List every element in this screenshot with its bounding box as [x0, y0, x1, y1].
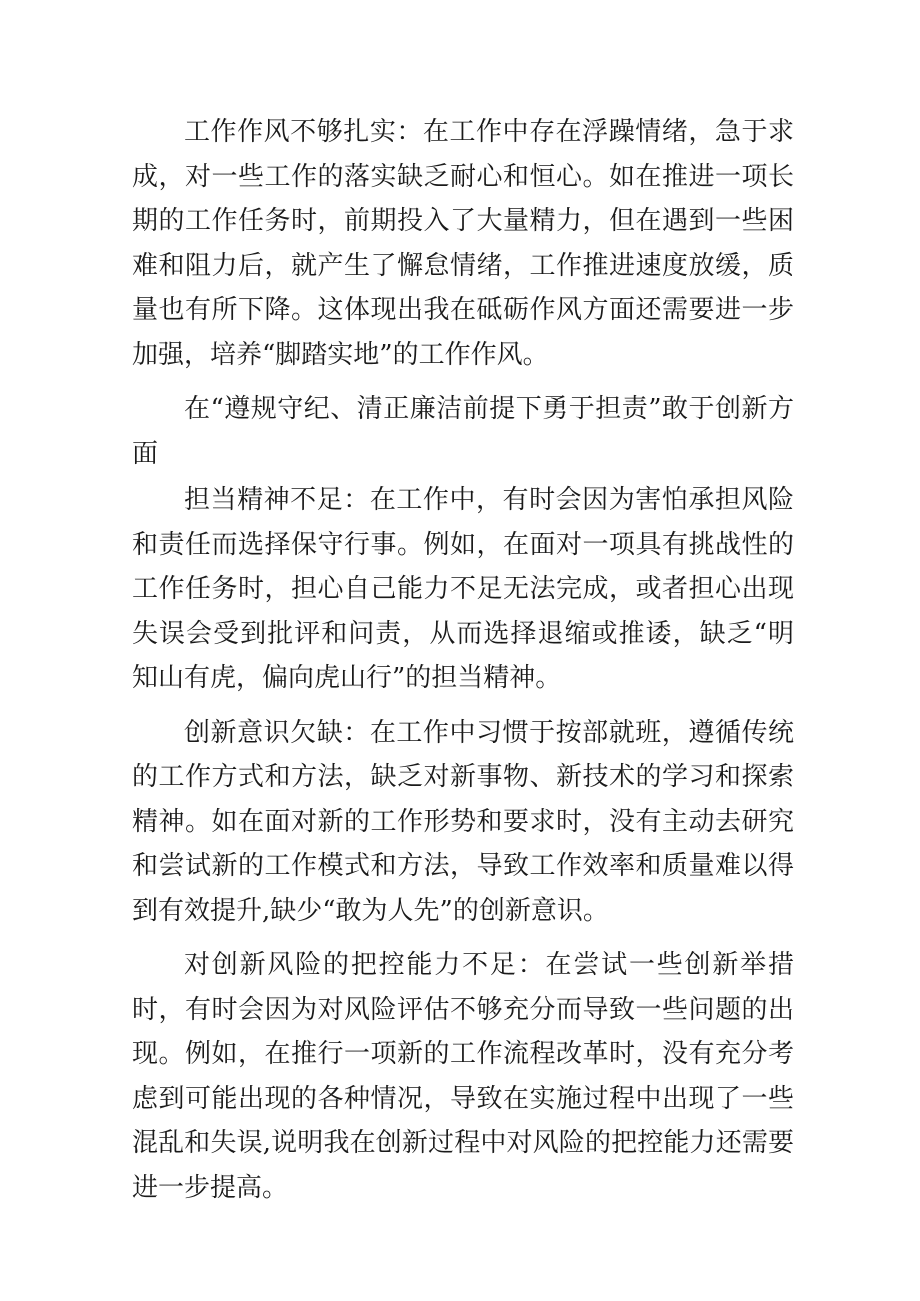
section-heading-innovation: 在“遵规守纪、清正廉洁前提下勇于担责”敢于创新方面 [132, 394, 794, 469]
document-body [132, 110, 794, 1220]
paragraph-risk-control: 对创新风险的把控能力不足：在尝试一些创新举措时，有时会因为对风险评估不够充分而导致一些问题的出现。例如，在推行一项新的工作流程改革时，没有充分考虑到可能出现的各种情况，导致在实施过程中出现了一些混乱和失误,说明我在创新过程中对风险的把控能力还需要进一步提高。 [132, 950, 794, 1203]
paragraph-innovation-awareness: 创新意识欠缺：在工作中习惯于按部就班，遵循传统的工作方式和方法，缺乏对新事物、新技术的学习和探索精神。如在面对新的工作形势和要求时，没有主动去研究和尝试新的工作模式和方法，导致工作效率和质量难以得到有效提升,缺少“敢为人先”的创新意识。 [132, 717, 794, 926]
paragraph-responsibility: 担当精神不足：在工作中，有时会因为害怕承担风险和责任而选择保守行事。例如，在面对一项具有挑战性的工作任务时，担心自己能力不足无法完成，或者担心出现失误会受到批评和问责，从而选择退缩或推诿，缺乏“明知山有虎，偏向虎山行”的担当精神。 [132, 485, 794, 693]
paragraph-work-style: 工作作风不够扎实：在工作中存在浮躁情绪，急于求成，对一些工作的落实缺乏耐心和恒心。如在推进一项长期的工作任务时，前期投入了大量精力，但在遇到一些困难和阻力后，就产生了懈怠情绪，工作推进速度放缓，质量也有所下降。这体现出我在砥砺作风方面还需要进一步加强，培养“脚踏实地”的工作作风。 [132, 117, 794, 370]
